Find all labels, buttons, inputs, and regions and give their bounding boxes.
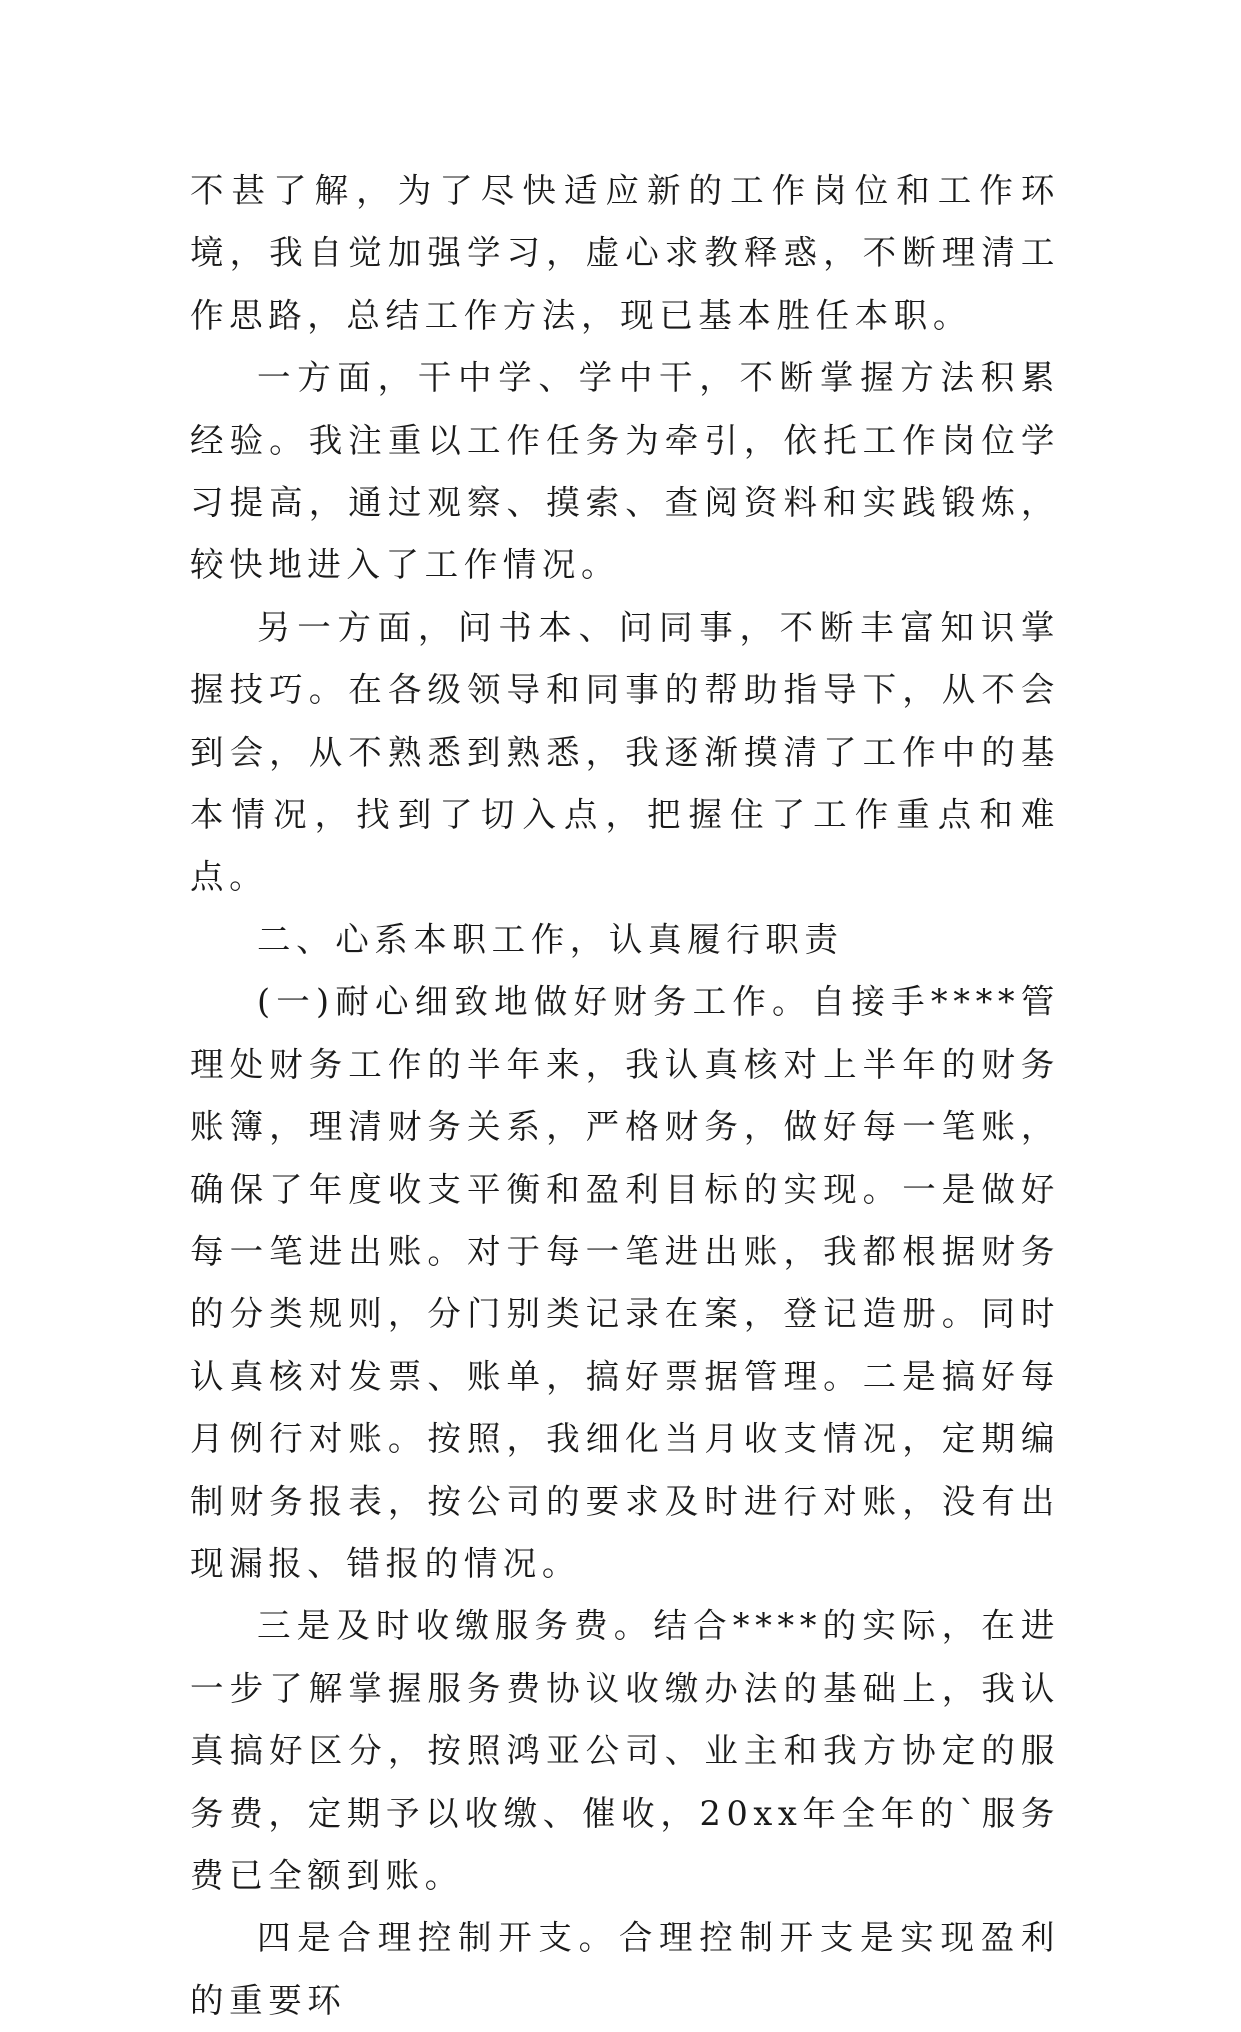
paragraph: 另一方面，问书本、问同事，不断丰富知识掌握技巧。在各级领导和同事的帮助指导下，从不会到会，从不熟悉到熟悉，我逐渐摸清了工作中的基本情况，找到了切入点，把握住了工作重点和难点。 (190, 607, 1060, 897)
paragraph: (一)耐心细致地做好财务工作。自接手****管理处财务工作的半年来，我认真核对上半年的财务账簿，理清财务关系，严格财务，做好每一笔账，确保了年度收支平衡和盈利目标的实现。一是做好每一笔进出账。对于每一笔进出账，我都根据财务的分类规则，分门别类记录在案，登记造册。同时认真核对发票、账单，搞好票据管理。二是搞好每月例行对账。按照，我细化当月收支情况，定期编制财务报表，按公司的要求及时进行对账，没有出现漏报、错报的情况。 (190, 982, 1060, 1583)
section-heading: 二、心系本职工作，认真履行职责 (257, 919, 844, 959)
paragraph: 不甚了解，为了尽快适应新的工作岗位和工作环境，我自觉加强学习，虚心求教释惑，不断理清工作思路，总结工作方法，现已基本胜任本职。 (190, 171, 1060, 335)
paragraph: 四是合理控制开支。合理控制开支是实现盈利的重要环 (190, 1918, 1060, 2020)
document-body (190, 160, 1060, 2032)
paragraph: 一方面，干中学、学中干，不断掌握方法积累经验。我注重以工作任务为牵引，依托工作岗位学习提高，通过观察、摸索、查阅资料和实践锻炼，较快地进入了工作情况。 (190, 358, 1060, 585)
paragraph: 三是及时收缴服务费。结合****的实际，在进一步了解掌握服务费协议收缴办法的基础上，我认真搞好区分，按照鸿亚公司、业主和我方协定的服务费，定期予以收缴、催收，20xx年全年的`服务费已全额到账。 (190, 1606, 1060, 1895)
